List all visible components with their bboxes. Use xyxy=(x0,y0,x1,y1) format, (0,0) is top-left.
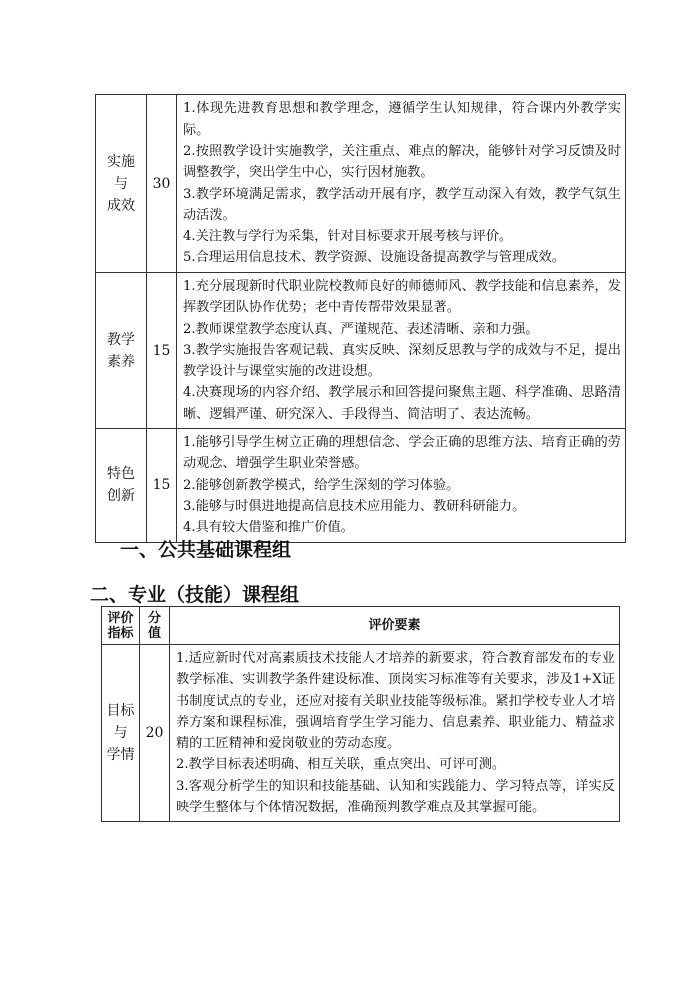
criteria-table-continued xyxy=(95,94,626,543)
section-heading-professional: 二、专业（技能）课程组 xyxy=(90,584,300,606)
score-cell: 15 xyxy=(147,429,177,542)
table-header-row xyxy=(102,607,620,645)
criteria-item: 4.具有较大借鉴和推广价值。 xyxy=(183,520,354,536)
header-indicator: 评价 指标 xyxy=(102,607,140,645)
criteria-cell xyxy=(177,273,626,429)
criteria-item: 1.充分展现新时代职业院校教师良好的师德师风、教学技能和信息素养，发挥教学团队协作优势；老中青传帮带效果显著。 xyxy=(183,279,621,316)
criteria-item: 1.适应新时代对高素质技术技能人才培养的新要求，符合教育部发布的专业教学标准、实训教学条件建设标准、顶岗实习标准等有关要求，涉及1+X证书制度试点的专业，还应对接有关职业技能等级标准。紧扣学校专业人才培养方案和课程标准，强调培育学生学习能力、信息素养、职业能力、精益求精的工匠精神和爱岗敬业的劳动态度。 xyxy=(176,651,615,752)
criteria-item: 2.教学目标表述明确、相互关联，重点突出、可评可测。 xyxy=(176,757,506,773)
criteria-item: 3.教学环境满足需求，教学活动开展有序，教学互动深入有效，教学气氛生动活泼。 xyxy=(183,186,621,223)
criteria-item: 1.体现先进教育思想和教学理念，遵循学生认知规律，符合课内外教学实际。 xyxy=(183,101,621,138)
criteria-item: 4.决赛现场的内容介绍、教学展示和回答提问聚焦主题、科学准确、思路清晰、逻辑严谨、研究深入、手段得当、简洁明了、表达流畅。 xyxy=(183,385,621,422)
criteria-item: 3.能够与时俱进地提高信息技术应用能力、教研科研能力。 xyxy=(183,498,526,514)
criteria-item: 2.能够创新教学模式，给学生深刻的学习体验。 xyxy=(183,477,460,493)
criteria-item: 5.合理运用信息技术、教学资源、设施设备提高教学与管理成效。 xyxy=(183,250,565,266)
section-heading-public-basic: 一、公共基础课程组 xyxy=(120,539,292,561)
criteria-cell xyxy=(177,95,626,273)
criteria-item: 3.教学实施报告客观记载、真实反映、深刻反思教与学的成效与不足，提出教学设计与课堂实施的改进设想。 xyxy=(183,342,621,380)
indicator-cell: 目标 与 学情 xyxy=(102,645,140,822)
criteria-item: 1.能够引导学生树立正确的理想信念、学会正确的思维方法、培育正确的劳动观念、增强学生职业荣誉感。 xyxy=(183,435,621,472)
score-cell: 30 xyxy=(147,95,177,273)
table-row xyxy=(102,645,620,822)
criteria-item: 2.按照教学设计实施教学，关注重点、难点的解决，能够针对学习反馈及时调整教学，突出学生中心，实行因材施教。 xyxy=(183,143,621,181)
table-row xyxy=(96,95,626,273)
table-row xyxy=(96,429,626,542)
indicator-cell: 教学 素养 xyxy=(96,273,147,429)
criteria-item: 2.教师课堂教学态度认真、严谨规范、表述清晰、亲和力强。 xyxy=(183,321,539,337)
criteria-cell xyxy=(170,645,620,822)
criteria-cell xyxy=(177,429,626,542)
indicator-cell: 实施 与 成效 xyxy=(96,95,147,273)
table-row xyxy=(96,273,626,429)
criteria-item: 4.关注教与学行为采集，针对目标要求开展考核与评价。 xyxy=(183,229,513,245)
indicator-cell: 特色 创新 xyxy=(96,429,147,542)
score-cell: 15 xyxy=(147,273,177,429)
criteria-item: 3.客观分析学生的知识和技能基础、认知和实践能力、学习特点等，详实反映学生整体与个体情况数据，准确预判教学难点及其掌握可能。 xyxy=(176,778,615,816)
header-elements: 评价要素 xyxy=(170,607,620,645)
score-cell: 20 xyxy=(140,645,170,822)
header-score: 分 值 xyxy=(140,607,170,645)
professional-criteria-table xyxy=(101,606,620,822)
